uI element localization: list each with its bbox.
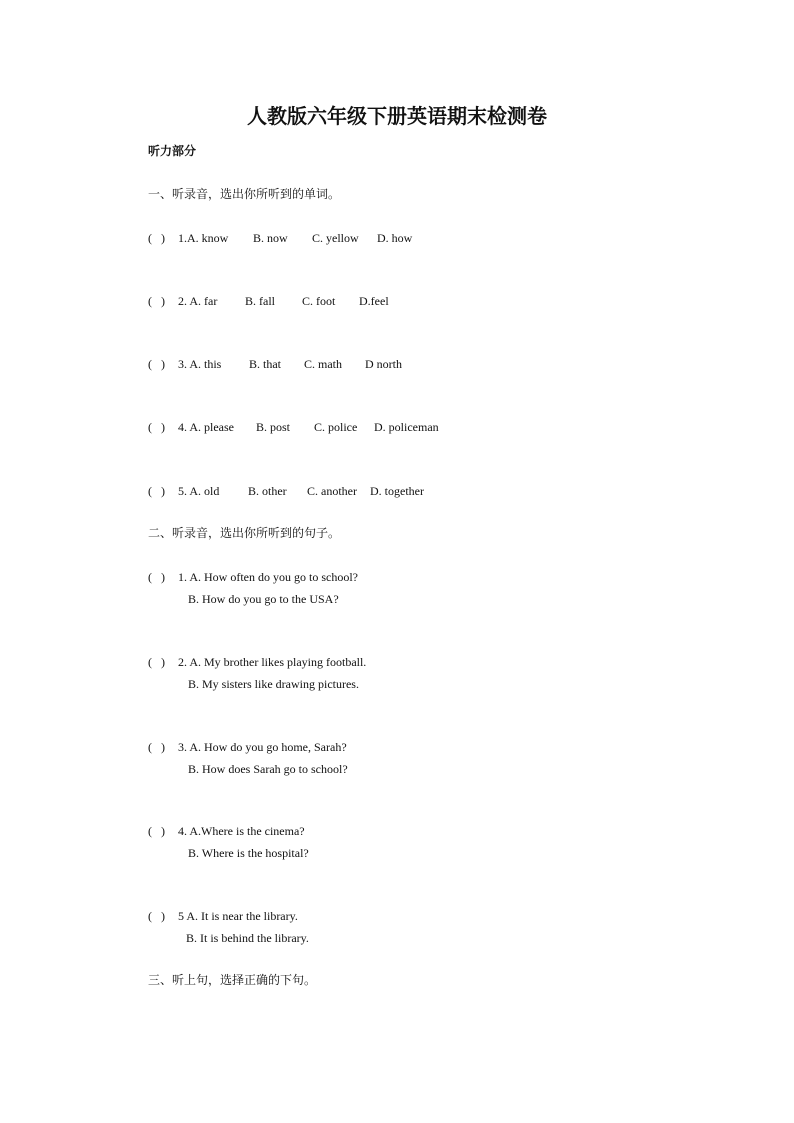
answer-bracket: ( ): [148, 824, 165, 838]
section1-heading: 一、听录音，选出你所听到的单词。: [148, 187, 341, 201]
section2-heading: 二、听录音，选出你所听到的句子。: [148, 526, 341, 540]
answer-bracket: ( ): [148, 740, 165, 754]
s2-question-5-option-b: B. It is behind the library.: [186, 931, 309, 945]
part-label: 听力部分: [148, 144, 197, 158]
section3-heading: 三、听上句，选择正确的下句。: [148, 973, 317, 987]
option-c: C. police: [314, 420, 358, 434]
option-b: B. fall: [245, 294, 275, 308]
s2-question-4-option-b: B. Where is the hospital?: [188, 846, 309, 860]
option-b: B. now: [253, 231, 288, 245]
option-a: 3. A. this: [178, 357, 222, 371]
answer-bracket: ( ): [148, 294, 165, 308]
option-d: D north: [365, 357, 402, 371]
option-c: C. math: [304, 357, 342, 371]
option-a: 3. A. How do you go home, Sarah?: [178, 740, 347, 754]
s2-question-2-option-b: B. My sisters like drawing pictures.: [188, 677, 359, 691]
option-a: 5 A. It is near the library.: [178, 909, 298, 923]
s2-question-3-option-b: B. How does Sarah go to school?: [188, 762, 348, 776]
answer-bracket: ( ): [148, 570, 165, 584]
option-a: 2. A. far: [178, 294, 218, 308]
answer-bracket: ( ): [148, 484, 165, 498]
option-a: 5. A. old: [178, 484, 220, 498]
option-d: D.feel: [359, 294, 389, 308]
option-d: D. how: [377, 231, 413, 245]
page-title: 人教版六年级下册英语期末检测卷: [247, 106, 547, 128]
option-a: 2. A. My brother likes playing football.: [178, 655, 367, 669]
option-a: 1. A. How often do you go to school?: [178, 570, 358, 584]
option-b: B. other: [248, 484, 287, 498]
option-c: C. yellow: [312, 231, 359, 245]
answer-bracket: ( ): [148, 231, 165, 245]
option-a: 4. A.Where is the cinema?: [178, 824, 305, 838]
answer-bracket: ( ): [148, 357, 165, 371]
option-a: 4. A. please: [178, 420, 234, 434]
option-d: D. together: [370, 484, 424, 498]
option-d: D. policeman: [374, 420, 439, 434]
answer-bracket: ( ): [148, 909, 165, 923]
option-b: B. post: [256, 420, 291, 434]
option-a: 1.A. know: [178, 231, 229, 245]
option-c: C. foot: [302, 294, 336, 308]
answer-bracket: ( ): [148, 420, 165, 434]
option-c: C. another: [307, 484, 357, 498]
answer-bracket: ( ): [148, 655, 165, 669]
s2-question-1-option-b: B. How do you go to the USA?: [188, 592, 339, 606]
option-b: B. that: [249, 357, 281, 371]
